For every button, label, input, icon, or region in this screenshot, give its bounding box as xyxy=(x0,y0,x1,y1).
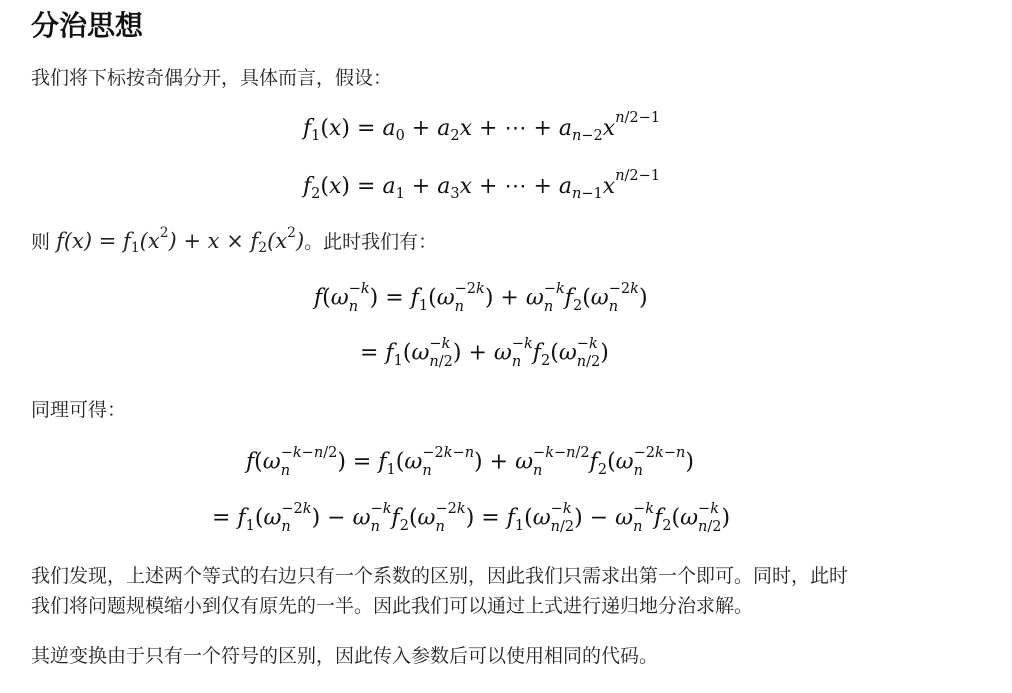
conclusion-paragraph-line1: 我们发现，上述两个等式的右边只有一个系数的区别，因此我们只需求出第一个即可。同时，此时 xyxy=(31,565,849,587)
then-prefix: 则 xyxy=(31,231,51,253)
similarly-paragraph: 同理可得： xyxy=(31,399,127,421)
intro-paragraph: 我们将下标按奇偶分开，具体而言，假设： xyxy=(31,67,393,89)
then-suffix: 。此时我们有： xyxy=(304,231,438,253)
inline-equation-f-decomposition: $f(x) = f_1(x^2) + x \times f_2(x^2)$ xyxy=(56,224,305,257)
equation-omega-k-n-line2: = $f_1(\omega$ −2k n ) − ω −k n $f_2(\omega$ −2k n ) = $f_1(\omega$ −k n/2 ) − ω −k n $f_2(\omega$ −k n/2 ) xyxy=(212,501,731,536)
conclusion-paragraph-line2: 我们将问题规模缩小到仅有原先的一半。因此我们可以通过上式进行递归地分治求解。 xyxy=(31,595,754,617)
inverse-note-paragraph: 其逆变换由于只有一个符号的区别，因此传入参数后可以使用相同的代码。 xyxy=(31,645,659,667)
equation-omega-k-line1: f(ω −k n ) = $f_1(\omega$ −2k n ) + ω −k n $f_2(\omega$ −2k n ) xyxy=(314,281,648,316)
equation-f1: $f_1(x) = a_0 + a_2x$ + ⋯ + $a_{n-2}x^{n/2-1}$ xyxy=(303,109,661,145)
then-paragraph xyxy=(31,226,437,257)
equation-omega-k-line2: = $f_1(\omega$ −k n/2 ) + ω −k n $f_2(\omega$ −k n/2 ) xyxy=(360,336,609,371)
section-heading: 分治思想 xyxy=(31,9,144,42)
equation-omega-k-n-line1: f(ω −k−n/2 n ) = $f_1(\omega$ −2k−n n ) + ω −k−n/2 n $f_2(\omega$ −2k−n n ) xyxy=(246,445,694,480)
equation-f2: $f_2(x) = a_1 + a_3x$ + ⋯ + $a_{n-1}x^{n/2-1}$ xyxy=(303,167,661,203)
